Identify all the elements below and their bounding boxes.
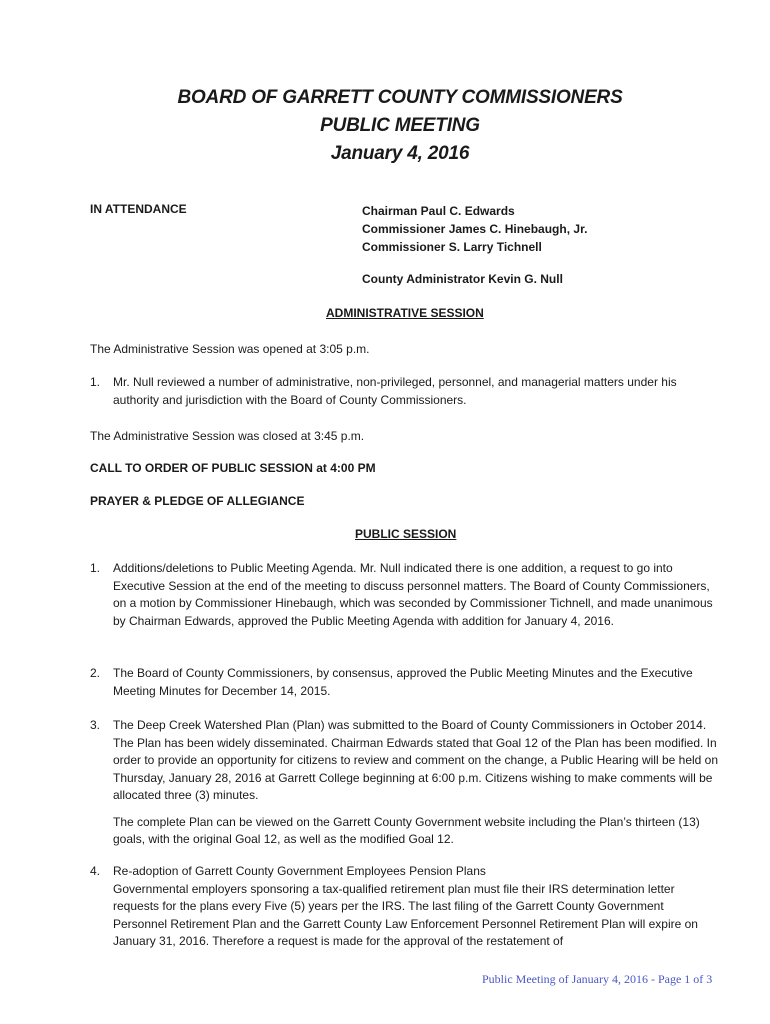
item-text: Governmental employers sponsoring a tax-qualified retirement plan must file their IRS determination letter requests for the plans every Five (5) years per the IRS. The last filing of the Garrett County Government Personnel Retirement Plan and the Garrett County Law Enforcement Personnel Retirement Plan will expire on January 31, 2016. Therefore a request is made for the approval of the restatement of <box>113 881 698 948</box>
public-item-1 <box>90 560 720 630</box>
item-number: 4. <box>90 864 101 878</box>
public-item-4 <box>90 863 720 951</box>
title-line-board: BOARD OF GARRETT COUNTY COMMISSIONERS <box>177 87 623 108</box>
item-subtext: The complete Plan can be viewed on the Garrett County Government website including the Plan’s thirteen (13) goals, with the original Goal 12, as well as the modified Goal 12. <box>113 814 700 846</box>
prayer-pledge-heading: PRAYER & PLEDGE OF ALLEGIANCE <box>90 494 305 508</box>
document-title <box>0 84 770 168</box>
item-text: Mr. Null reviewed a number of administrative, non-privileged, personnel, and managerial matters under his authority and jurisdiction with the Board of County Commissioners. <box>113 375 677 407</box>
item-number: 3. <box>90 718 101 732</box>
attendance-label: IN ATTENDANCE <box>90 202 187 216</box>
attendee-commissioner-tichnell: Commissioner S. Larry Tichnell <box>362 240 542 254</box>
administrative-session-heading: ADMINISTRATIVE SESSION <box>326 306 484 320</box>
title-line-date: January 4, 2016 <box>330 143 470 164</box>
public-item-2 <box>90 665 720 700</box>
public-item-3 <box>90 717 720 849</box>
item-number: 2. <box>90 666 101 680</box>
item-number: 1. <box>90 561 101 575</box>
item-heading: Re-adoption of Garrett County Government Employees Pension Plans <box>113 864 486 878</box>
call-to-order-heading: CALL TO ORDER OF PUBLIC SESSION at 4:00 PM <box>90 461 376 475</box>
admin-closed-text: The Administrative Session was closed at 3:45 p.m. <box>90 429 365 443</box>
attendee-commissioner-hinebaugh: Commissioner James C. Hinebaugh, Jr. <box>362 222 588 236</box>
attendee-administrator: County Administrator Kevin G. Null <box>362 272 563 286</box>
item-number: 1. <box>90 375 101 389</box>
public-session-heading: PUBLIC SESSION <box>355 527 457 541</box>
attendee-chairman: Chairman Paul C. Edwards <box>362 204 515 218</box>
item-text: The Board of County Commissioners, by consensus, approved the Public Meeting Minutes and the Executive Meeting Minutes for December 14, 2015. <box>113 666 693 698</box>
title-line-meeting: PUBLIC MEETING <box>320 115 480 136</box>
page-footer: Public Meeting of January 4, 2016 - Page 1 of 3 <box>482 972 713 986</box>
attendance-list <box>362 202 587 288</box>
item-text: Additions/deletions to Public Meeting Agenda. Mr. Null indicated there is one addition, a request to go into Executive Session at the end of the meeting to discuss personnel matters. The Board of County Commissioners, on a motion by Commissioner Hinebaugh, which was seconded by Commissioner Tichnell, and made unanimous by Chairman Edwards, approved the Public Meeting Agenda with addition for January 4, 2016. <box>113 561 713 628</box>
admin-opened-text: The Administrative Session was opened at 3:05 p.m. <box>90 342 370 356</box>
admin-item-1 <box>90 374 720 409</box>
item-text: The Deep Creek Watershed Plan (Plan) was submitted to the Board of County Commissioners in October 2014. The Plan has been widely disseminated. Chairman Edwards stated that Goal 12 of the Plan has been modified. In order to provide an opportunity for citizens to review and comment on the change, a Public Hearing will be held on Thursday, January 28, 2016 at Garrett College beginning at 6:00 p.m. Citizens wishing to make comments will be allocated three (3) minutes. <box>113 718 719 802</box>
